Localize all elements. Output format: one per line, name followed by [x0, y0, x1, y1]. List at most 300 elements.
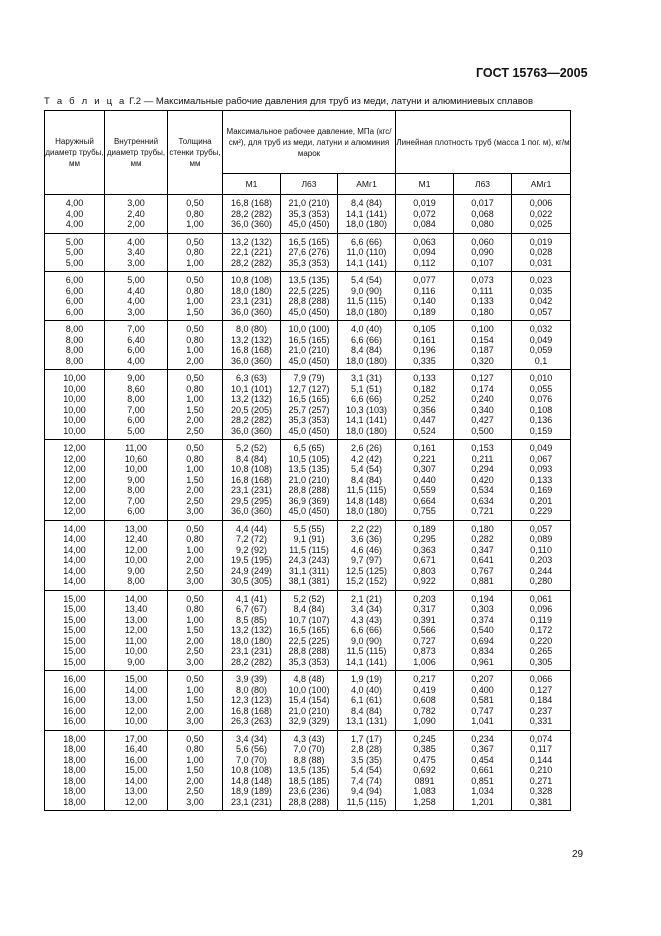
cell-density-m1: 0,363 [396, 545, 454, 556]
cell-outer-diameter: 14,00 [45, 545, 105, 556]
cell-outer-diameter: 18,00 [45, 776, 105, 787]
table-row [45, 695, 571, 706]
cell-density-m1: 0,077 [396, 272, 454, 286]
page-number: 29 [572, 849, 584, 860]
cell-pressure-l63: 12,7 (127) [281, 384, 338, 395]
cell-pressure-l63: 22,5 (225) [281, 286, 338, 297]
cell-density-amg1: 0,042 [512, 296, 571, 307]
cell-density-amg1: 0,117 [512, 744, 571, 755]
cell-pressure-l63: 45,0 (450) [281, 426, 338, 440]
cell-outer-diameter: 18,00 [45, 797, 105, 811]
cell-density-amg1: 0,074 [512, 730, 571, 744]
cell-pressure-l63: 13,5 (135) [281, 765, 338, 776]
table-row [45, 566, 571, 577]
cell-pressure-m1: 8,5 (85) [223, 615, 281, 626]
cell-inner-diameter: 11,00 [105, 440, 168, 454]
cell-outer-diameter: 14,00 [45, 555, 105, 566]
cell-density-m1: 0,084 [396, 219, 454, 233]
cell-density-l63: 0,153 [454, 440, 512, 454]
cell-wall-thickness: 1,00 [168, 258, 223, 272]
cell-outer-diameter: 15,00 [45, 590, 105, 604]
cell-pressure-m1: 36,0 (360) [223, 506, 281, 520]
cell-outer-diameter: 10,00 [45, 405, 105, 416]
table-row [45, 247, 571, 258]
cell-density-m1: 0,161 [396, 335, 454, 346]
cell-wall-thickness: 0,80 [168, 744, 223, 755]
cell-outer-diameter: 5,00 [45, 258, 105, 272]
cell-density-m1: 0,182 [396, 384, 454, 395]
cell-wall-thickness: 1,00 [168, 345, 223, 356]
cell-pressure-m1: 10,8 (108) [223, 464, 281, 475]
cell-inner-diameter: 2,00 [105, 219, 168, 233]
cell-inner-diameter: 14,00 [105, 776, 168, 787]
cell-inner-diameter: 7,00 [105, 496, 168, 507]
cell-density-l63: 0,294 [454, 464, 512, 475]
cell-pressure-m1: 7,2 (72) [223, 534, 281, 545]
cell-pressure-m1: 36,0 (360) [223, 219, 281, 233]
cell-density-amg1: 0,381 [512, 797, 571, 811]
cell-inner-diameter: 4,00 [105, 356, 168, 370]
cell-pressure-l63: 45,0 (450) [281, 506, 338, 520]
cell-pressure-m1: 10,8 (108) [223, 272, 281, 286]
cell-pressure-amg1: 6,6 (66) [338, 233, 396, 247]
cell-pressure-amg1: 2,1 (21) [338, 590, 396, 604]
cell-density-amg1: 0,144 [512, 755, 571, 766]
cell-pressure-l63: 35,3 (353) [281, 657, 338, 671]
cell-pressure-l63: 8,4 (84) [281, 604, 338, 615]
cell-pressure-m1: 9,2 (92) [223, 545, 281, 556]
cell-pressure-l63: 35,3 (353) [281, 209, 338, 220]
cell-pressure-l63: 24,3 (243) [281, 555, 338, 566]
cell-pressure-amg1: 9,7 (97) [338, 555, 396, 566]
cell-inner-diameter: 3,40 [105, 247, 168, 258]
cell-density-m1: 0,196 [396, 345, 454, 356]
cell-pressure-m1: 16,8 (168) [223, 706, 281, 717]
cell-wall-thickness: 2,50 [168, 646, 223, 657]
cell-density-amg1: 0,032 [512, 321, 571, 335]
cell-pressure-amg1: 5,4 (54) [338, 272, 396, 286]
cell-pressure-m1: 8,0 (80) [223, 321, 281, 335]
header-pressure-m1: М1 [223, 174, 281, 195]
cell-inner-diameter: 3,00 [105, 307, 168, 321]
cell-pressure-l63: 22,5 (225) [281, 636, 338, 647]
cell-pressure-l63: 7,0 (70) [281, 744, 338, 755]
cell-density-l63: 0,180 [454, 307, 512, 321]
cell-wall-thickness: 2,00 [168, 776, 223, 787]
cell-pressure-amg1: 8,4 (84) [338, 475, 396, 486]
cell-density-l63: 0,881 [454, 576, 512, 590]
cell-density-m1: 0,524 [396, 426, 454, 440]
cell-wall-thickness: 1,50 [168, 307, 223, 321]
header-density-amg1: АМг1 [512, 174, 571, 195]
cell-outer-diameter: 18,00 [45, 765, 105, 776]
cell-wall-thickness: 2,00 [168, 415, 223, 426]
cell-pressure-m1: 28,2 (282) [223, 209, 281, 220]
cell-wall-thickness: 2,50 [168, 566, 223, 577]
cell-density-m1: 0,922 [396, 576, 454, 590]
cell-inner-diameter: 6,00 [105, 506, 168, 520]
cell-pressure-l63: 5,5 (55) [281, 520, 338, 534]
table-row [45, 209, 571, 220]
cell-density-m1: 0,245 [396, 730, 454, 744]
cell-outer-diameter: 4,00 [45, 219, 105, 233]
cell-density-amg1: 0,1 [512, 356, 571, 370]
cell-density-amg1: 0,210 [512, 765, 571, 776]
cell-inner-diameter: 7,00 [105, 321, 168, 335]
cell-density-m1: 0,105 [396, 321, 454, 335]
cell-pressure-amg1: 9,4 (94) [338, 786, 396, 797]
cell-inner-diameter: 4,00 [105, 296, 168, 307]
cell-inner-diameter: 4,00 [105, 233, 168, 247]
cell-outer-diameter: 12,00 [45, 454, 105, 465]
cell-inner-diameter: 6,00 [105, 345, 168, 356]
cell-outer-diameter: 6,00 [45, 307, 105, 321]
cell-pressure-amg1: 3,4 (34) [338, 604, 396, 615]
cell-inner-diameter: 5,00 [105, 272, 168, 286]
cell-wall-thickness: 2,00 [168, 485, 223, 496]
cell-pressure-l63: 7,9 (79) [281, 370, 338, 384]
cell-wall-thickness: 0,80 [168, 286, 223, 297]
cell-pressure-amg1: 11,5 (115) [338, 646, 396, 657]
cell-pressure-l63: 21,0 (210) [281, 475, 338, 486]
cell-outer-diameter: 16,00 [45, 671, 105, 685]
cell-inner-diameter: 9,00 [105, 475, 168, 486]
cell-inner-diameter: 8,00 [105, 394, 168, 405]
cell-wall-thickness: 2,50 [168, 426, 223, 440]
cell-pressure-amg1: 9,0 (90) [338, 286, 396, 297]
cell-pressure-l63: 10,0 (100) [281, 685, 338, 696]
cell-density-l63: 0,500 [454, 426, 512, 440]
cell-pressure-m1: 36,0 (360) [223, 356, 281, 370]
cell-density-l63: 0,100 [454, 321, 512, 335]
table-row [45, 730, 571, 744]
table-row [45, 716, 571, 730]
pressure-table [44, 110, 571, 811]
cell-density-amg1: 0,035 [512, 286, 571, 297]
cell-density-m1: 1,083 [396, 786, 454, 797]
cell-density-amg1: 0,169 [512, 485, 571, 496]
cell-pressure-amg1: 14,1 (141) [338, 258, 396, 272]
cell-density-m1: 0,385 [396, 744, 454, 755]
cell-density-amg1: 0,305 [512, 657, 571, 671]
header-density-l63: Л63 [454, 174, 512, 195]
cell-density-l63: 0,282 [454, 534, 512, 545]
cell-pressure-m1: 13,2 (132) [223, 394, 281, 405]
cell-density-l63: 0,534 [454, 485, 512, 496]
cell-inner-diameter: 9,00 [105, 657, 168, 671]
cell-density-m1: 0,873 [396, 646, 454, 657]
cell-wall-thickness: 1,50 [168, 405, 223, 416]
cell-density-m1: 0,803 [396, 566, 454, 577]
cell-inner-diameter: 12,00 [105, 706, 168, 717]
cell-wall-thickness: 1,50 [168, 475, 223, 486]
cell-pressure-amg1: 4,0 (40) [338, 685, 396, 696]
cell-density-l63: 0,127 [454, 370, 512, 384]
cell-density-amg1: 0,328 [512, 786, 571, 797]
cell-pressure-l63: 10,0 (100) [281, 321, 338, 335]
cell-pressure-amg1: 11,0 (110) [338, 247, 396, 258]
cell-inner-diameter: 12,00 [105, 797, 168, 811]
cell-pressure-m1: 3,9 (39) [223, 671, 281, 685]
cell-pressure-amg1: 6,6 (66) [338, 394, 396, 405]
cell-density-amg1: 0,093 [512, 464, 571, 475]
cell-wall-thickness: 2,00 [168, 356, 223, 370]
cell-pressure-m1: 18,9 (189) [223, 786, 281, 797]
cell-inner-diameter: 10,60 [105, 454, 168, 465]
cell-pressure-m1: 36,0 (360) [223, 426, 281, 440]
cell-outer-diameter: 18,00 [45, 786, 105, 797]
header-wall-thickness: Толщина стенки трубы, мм [168, 111, 223, 195]
cell-pressure-m1: 16,8 (168) [223, 195, 281, 209]
cell-wall-thickness: 0,50 [168, 321, 223, 335]
cell-density-amg1: 0,022 [512, 209, 571, 220]
cell-pressure-m1: 23,1 (231) [223, 646, 281, 657]
cell-density-l63: 0,234 [454, 730, 512, 744]
cell-pressure-l63: 13,5 (135) [281, 272, 338, 286]
cell-density-amg1: 0,076 [512, 394, 571, 405]
cell-density-m1: 0,391 [396, 615, 454, 626]
cell-outer-diameter: 6,00 [45, 272, 105, 286]
cell-pressure-l63: 35,3 (353) [281, 415, 338, 426]
cell-inner-diameter: 13,00 [105, 615, 168, 626]
cell-density-l63: 0,068 [454, 209, 512, 220]
cell-density-amg1: 0,237 [512, 706, 571, 717]
cell-pressure-m1: 16,8 (168) [223, 345, 281, 356]
cell-density-l63: 0,017 [454, 195, 512, 209]
cell-wall-thickness: 0,80 [168, 604, 223, 615]
table-row [45, 797, 571, 811]
cell-outer-diameter: 12,00 [45, 475, 105, 486]
table-row [45, 321, 571, 335]
cell-pressure-l63: 36,9 (369) [281, 496, 338, 507]
cell-outer-diameter: 14,00 [45, 576, 105, 590]
cell-density-m1: 0,252 [396, 394, 454, 405]
cell-pressure-m1: 8,0 (80) [223, 685, 281, 696]
cell-density-amg1: 0,159 [512, 426, 571, 440]
cell-pressure-m1: 3,4 (34) [223, 730, 281, 744]
cell-inner-diameter: 12,00 [105, 545, 168, 556]
cell-pressure-amg1: 9,0 (90) [338, 636, 396, 647]
header-outer-diameter: Наружный диаметр трубы, мм [45, 111, 105, 195]
cell-wall-thickness: 1,00 [168, 615, 223, 626]
cell-density-m1: 0,727 [396, 636, 454, 647]
cell-density-l63: 0,340 [454, 405, 512, 416]
table-row [45, 755, 571, 766]
cell-inner-diameter: 16,00 [105, 755, 168, 766]
table-row [45, 415, 571, 426]
cell-density-l63: 0,080 [454, 219, 512, 233]
cell-density-amg1: 0,229 [512, 506, 571, 520]
cell-pressure-amg1: 2,6 (26) [338, 440, 396, 454]
cell-density-l63: 0,581 [454, 695, 512, 706]
cell-pressure-amg1: 11,5 (115) [338, 797, 396, 811]
cell-pressure-m1: 12,3 (123) [223, 695, 281, 706]
table-row [45, 345, 571, 356]
cell-density-amg1: 0,096 [512, 604, 571, 615]
cell-density-m1: 0,189 [396, 520, 454, 534]
cell-pressure-l63: 9,1 (91) [281, 534, 338, 545]
cell-inner-diameter: 11,00 [105, 636, 168, 647]
cell-wall-thickness: 1,50 [168, 695, 223, 706]
cell-density-l63: 0,961 [454, 657, 512, 671]
cell-inner-diameter: 3,00 [105, 195, 168, 209]
cell-inner-diameter: 10,00 [105, 555, 168, 566]
cell-density-l63: 0,661 [454, 765, 512, 776]
cell-outer-diameter: 5,00 [45, 233, 105, 247]
cell-density-l63: 0,747 [454, 706, 512, 717]
cell-pressure-m1: 28,2 (282) [223, 657, 281, 671]
cell-wall-thickness: 1,00 [168, 755, 223, 766]
cell-density-m1: 0,203 [396, 590, 454, 604]
cell-pressure-m1: 13,2 (132) [223, 625, 281, 636]
cell-pressure-l63: 28,8 (288) [281, 296, 338, 307]
cell-pressure-l63: 10,5 (105) [281, 454, 338, 465]
cell-pressure-l63: 16,5 (165) [281, 335, 338, 346]
cell-wall-thickness: 1,00 [168, 394, 223, 405]
header-density-m1: М1 [396, 174, 454, 195]
table-row [45, 534, 571, 545]
cell-pressure-l63: 16,5 (165) [281, 233, 338, 247]
cell-pressure-l63: 35,3 (353) [281, 258, 338, 272]
table-row [45, 706, 571, 717]
cell-density-l63: 0,320 [454, 356, 512, 370]
cell-pressure-amg1: 12,5 (125) [338, 566, 396, 577]
table-row [45, 384, 571, 395]
cell-pressure-l63: 23,6 (236) [281, 786, 338, 797]
cell-density-l63: 0,194 [454, 590, 512, 604]
cell-pressure-amg1: 1,9 (19) [338, 671, 396, 685]
cell-pressure-m1: 6,3 (63) [223, 370, 281, 384]
cell-density-m1: 0,782 [396, 706, 454, 717]
cell-outer-diameter: 14,00 [45, 520, 105, 534]
cell-outer-diameter: 15,00 [45, 646, 105, 657]
cell-wall-thickness: 1,00 [168, 296, 223, 307]
cell-density-amg1: 0,201 [512, 496, 571, 507]
cell-density-amg1: 0,067 [512, 454, 571, 465]
cell-density-m1: 0,133 [396, 370, 454, 384]
cell-pressure-amg1: 4,0 (40) [338, 321, 396, 335]
table-row [45, 657, 571, 671]
cell-outer-diameter: 18,00 [45, 730, 105, 744]
cell-pressure-l63: 45,0 (450) [281, 307, 338, 321]
cell-pressure-m1: 23,1 (231) [223, 296, 281, 307]
cell-outer-diameter: 14,00 [45, 566, 105, 577]
cell-outer-diameter: 18,00 [45, 755, 105, 766]
cell-density-l63: 0,240 [454, 394, 512, 405]
cell-outer-diameter: 18,00 [45, 744, 105, 755]
cell-outer-diameter: 12,00 [45, 506, 105, 520]
cell-inner-diameter: 4,40 [105, 286, 168, 297]
cell-wall-thickness: 0,50 [168, 195, 223, 209]
cell-inner-diameter: 7,00 [105, 405, 168, 416]
cell-wall-thickness: 0,80 [168, 335, 223, 346]
cell-pressure-l63: 21,0 (210) [281, 345, 338, 356]
cell-pressure-m1: 28,2 (282) [223, 415, 281, 426]
cell-pressure-amg1: 8,4 (84) [338, 706, 396, 717]
table-body [45, 195, 571, 811]
cell-density-amg1: 0,028 [512, 247, 571, 258]
cell-density-m1: 0,112 [396, 258, 454, 272]
cell-outer-diameter: 4,00 [45, 195, 105, 209]
cell-wall-thickness: 0,80 [168, 384, 223, 395]
cell-outer-diameter: 10,00 [45, 394, 105, 405]
cell-density-m1: 0,335 [396, 356, 454, 370]
cell-pressure-amg1: 18,0 (180) [338, 356, 396, 370]
cell-density-m1: 0,608 [396, 695, 454, 706]
cell-density-l63: 0,187 [454, 345, 512, 356]
cell-density-amg1: 0,010 [512, 370, 571, 384]
table-caption [44, 96, 533, 107]
cell-pressure-amg1: 14,1 (141) [338, 415, 396, 426]
cell-pressure-m1: 8,4 (84) [223, 454, 281, 465]
cell-density-m1: 0,307 [396, 464, 454, 475]
cell-density-l63: 1,041 [454, 716, 512, 730]
cell-wall-thickness: 1,50 [168, 625, 223, 636]
cell-pressure-m1: 28,2 (282) [223, 258, 281, 272]
cell-wall-thickness: 3,00 [168, 576, 223, 590]
cell-pressure-amg1: 18,0 (180) [338, 426, 396, 440]
table-row [45, 286, 571, 297]
cell-wall-thickness: 0,80 [168, 247, 223, 258]
cell-inner-diameter: 2,40 [105, 209, 168, 220]
cell-pressure-amg1: 7,4 (74) [338, 776, 396, 787]
cell-density-amg1: 0,031 [512, 258, 571, 272]
cell-inner-diameter: 12,00 [105, 625, 168, 636]
cell-density-l63: 0,641 [454, 555, 512, 566]
cell-density-m1: 0,116 [396, 286, 454, 297]
cell-density-amg1: 0,203 [512, 555, 571, 566]
cell-inner-diameter: 13,00 [105, 695, 168, 706]
cell-density-amg1: 0,136 [512, 415, 571, 426]
cell-density-amg1: 0,055 [512, 384, 571, 395]
cell-density-m1: 0891 [396, 776, 454, 787]
cell-pressure-amg1: 11,5 (115) [338, 485, 396, 496]
cell-density-l63: 0,174 [454, 384, 512, 395]
cell-density-l63: 0,851 [454, 776, 512, 787]
cell-density-l63: 0,073 [454, 272, 512, 286]
cell-density-l63: 0,400 [454, 685, 512, 696]
cell-inner-diameter: 14,00 [105, 590, 168, 604]
cell-pressure-l63: 25,7 (257) [281, 405, 338, 416]
cell-pressure-amg1: 3,5 (35) [338, 755, 396, 766]
cell-pressure-m1: 20,5 (205) [223, 405, 281, 416]
cell-outer-diameter: 15,00 [45, 625, 105, 636]
cell-inner-diameter: 9,00 [105, 566, 168, 577]
table-row [45, 195, 571, 209]
cell-density-l63: 0,694 [454, 636, 512, 647]
table-row [45, 440, 571, 454]
cell-wall-thickness: 0,50 [168, 440, 223, 454]
cell-inner-diameter: 13,00 [105, 786, 168, 797]
cell-pressure-amg1: 10,3 (103) [338, 405, 396, 416]
cell-inner-diameter: 10,00 [105, 464, 168, 475]
table-row [45, 258, 571, 272]
cell-density-amg1: 0,265 [512, 646, 571, 657]
table-row [45, 615, 571, 626]
cell-outer-diameter: 15,00 [45, 615, 105, 626]
cell-outer-diameter: 10,00 [45, 426, 105, 440]
table-row [45, 646, 571, 657]
cell-pressure-amg1: 14,8 (148) [338, 496, 396, 507]
cell-density-amg1: 0,019 [512, 233, 571, 247]
cell-pressure-m1: 13,2 (132) [223, 233, 281, 247]
cell-density-amg1: 0,006 [512, 195, 571, 209]
cell-density-m1: 0,692 [396, 765, 454, 776]
cell-density-m1: 0,356 [396, 405, 454, 416]
cell-pressure-l63: 31,1 (311) [281, 566, 338, 577]
cell-pressure-l63: 28,8 (288) [281, 797, 338, 811]
cell-pressure-amg1: 14,1 (141) [338, 657, 396, 671]
